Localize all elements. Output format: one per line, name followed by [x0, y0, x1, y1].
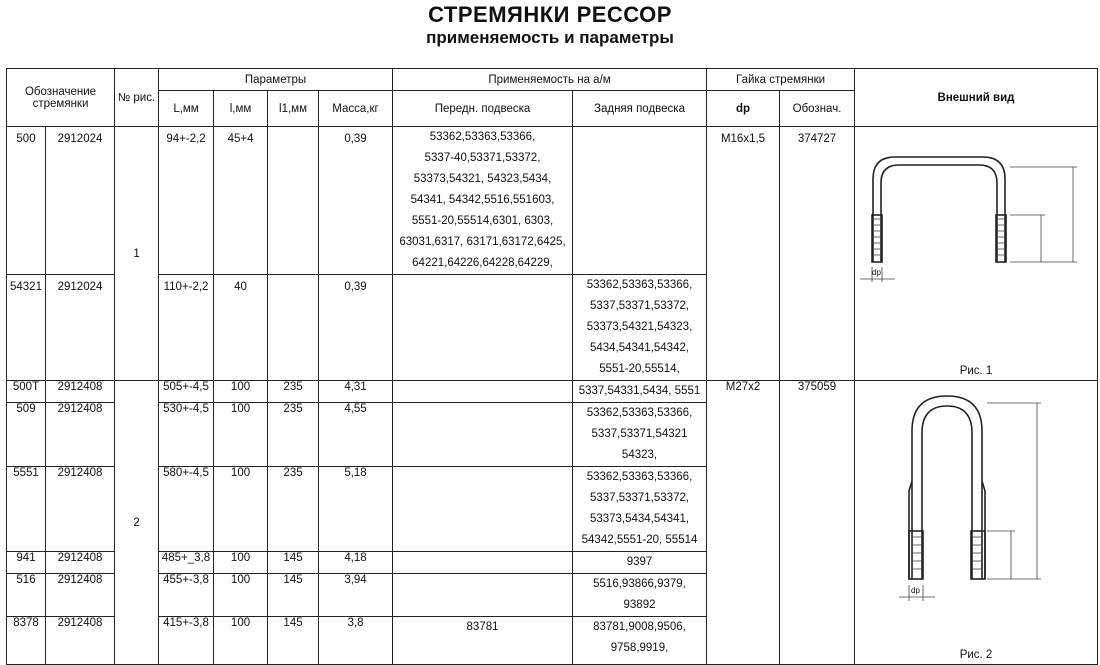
row-mass: 4,18 [319, 552, 393, 574]
row-l: 100 [214, 552, 268, 574]
header-L: L,мм [159, 91, 214, 127]
row-front [393, 403, 573, 467]
fig-number: 2 [115, 381, 159, 665]
row-front: 83781 [393, 617, 573, 665]
row-l1: 145 [268, 552, 319, 574]
nut-code: 375059 [780, 381, 855, 665]
row-rear: 5337,54331,5434, 5551 [573, 381, 707, 403]
row-code: 2912024 [46, 275, 115, 381]
row-code: 2912408 [46, 574, 115, 617]
header-dp: dp [707, 91, 780, 127]
header-l1: l1,мм [268, 91, 319, 127]
row-code: 2912408 [46, 467, 115, 552]
row-mass: 4,31 [319, 381, 393, 403]
row-mass: 0,39 [319, 275, 393, 381]
row-number: 941 [7, 552, 46, 574]
row-code: 2912408 [46, 552, 115, 574]
row-l1 [268, 275, 319, 381]
row-l: 100 [214, 381, 268, 403]
row-L: 505+-4,5 [159, 381, 214, 403]
fig-number: 1 [115, 127, 159, 381]
row-code: 2912408 [46, 617, 115, 665]
header-mass: Масса,кг [319, 91, 393, 127]
row-L: 580+-4,5 [159, 467, 214, 552]
row-rear: 9397 [573, 552, 707, 574]
row-l: 100 [214, 574, 268, 617]
u-bolt-small-drawing [855, 127, 1098, 377]
row-code: 2912408 [46, 381, 115, 403]
row-L: 415+-3,8 [159, 617, 214, 665]
row-l1: 145 [268, 617, 319, 665]
page-subtitle: применяемость и параметры [426, 28, 674, 47]
row-rear: 53362,53363,53366, 5337,53371,53372, 53373,54321,54323, 5434,54341,54342, 5551-20,55514, [573, 275, 707, 381]
row-l1: 235 [268, 381, 319, 403]
header-nut-code: Обознач. [780, 91, 855, 127]
row-mass: 5,18 [319, 467, 393, 552]
row-l1: 235 [268, 403, 319, 467]
header-rear: Задняя подвеска [573, 91, 707, 127]
dp-label-2: dp [911, 586, 920, 595]
row-L: 530+-4,5 [159, 403, 214, 467]
table-row [7, 381, 1098, 403]
header-appearance: Внешний вид [855, 69, 1098, 127]
header-designation: Обозначение стремянки [7, 69, 115, 127]
row-front: 53362,53363,53366, 5337-40,53371,53372, 53373,54321, 54323,5434, 54341, 54342,5516,551603, 5551-20,55514,6301, 6303, 63031,6317, 63171,63172,6425, 64221,64226,64228,64229, [393, 127, 573, 275]
row-number: 54321 [7, 275, 46, 381]
header-fig-no: № рис. [115, 69, 159, 127]
row-code: 2912024 [46, 127, 115, 275]
row-mass: 3,94 [319, 574, 393, 617]
row-front [393, 275, 573, 381]
row-front [393, 381, 573, 403]
dp-label-1: dp [872, 268, 881, 277]
row-rear [573, 127, 707, 275]
row-front [393, 467, 573, 552]
row-number: 5551 [7, 467, 46, 552]
nut-dp: M16x1,5 [707, 127, 780, 381]
row-number: 509 [7, 403, 46, 467]
header-applicability: Применяемость на а/м [393, 69, 707, 91]
row-L: 94+-2,2 [159, 127, 214, 275]
u-bolt-table [6, 68, 1098, 665]
nut-dp: M27x2 [707, 381, 780, 665]
row-rear: 5516,93866,9379, 93892 [573, 574, 707, 617]
row-number: 516 [7, 574, 46, 617]
row-l1: 145 [268, 574, 319, 617]
row-number: 500Т [7, 381, 46, 403]
row-front [393, 574, 573, 617]
row-mass: 0,39 [319, 127, 393, 275]
row-l: 45+4 [214, 127, 268, 275]
figure-2 [855, 381, 1098, 665]
table-row [7, 127, 1098, 275]
row-l: 100 [214, 617, 268, 665]
row-rear: 53362,53363,53366, 5337,53371,54321 54323, [573, 403, 707, 467]
row-l: 100 [214, 467, 268, 552]
row-l: 40 [214, 275, 268, 381]
row-number: 500 [7, 127, 46, 275]
nut-code: 374727 [780, 127, 855, 381]
u-bolt-large-drawing [855, 381, 1098, 651]
row-L: 110+-2,2 [159, 275, 214, 381]
row-L: 485+_3,8 [159, 552, 214, 574]
row-l1 [268, 127, 319, 275]
row-code: 2912408 [46, 403, 115, 467]
row-L: 455+-3,8 [159, 574, 214, 617]
figure-1-label: Рис. 1 [959, 365, 993, 377]
header-l: l,мм [214, 91, 268, 127]
row-mass: 3,8 [319, 617, 393, 665]
header-front: Передн. подвеска [393, 91, 573, 127]
figure-1 [855, 127, 1098, 381]
row-l: 100 [214, 403, 268, 467]
row-front [393, 552, 573, 574]
header-nut: Гайка стремянки [707, 69, 855, 91]
row-number: 8378 [7, 617, 46, 665]
row-mass: 4,55 [319, 403, 393, 467]
page-title: СТРЕМЯНКИ РЕССОР [428, 2, 672, 27]
row-rear: 53362,53363,53366, 5337,53371,53372, 53373,5434,54341, 54342,5551-20, 55514 [573, 467, 707, 552]
header-params: Параметры [159, 69, 393, 91]
row-l1: 235 [268, 467, 319, 552]
row-rear: 83781,9008,9506, 9758,9919, [573, 617, 707, 665]
figure-2-label: Рис. 2 [959, 649, 993, 661]
